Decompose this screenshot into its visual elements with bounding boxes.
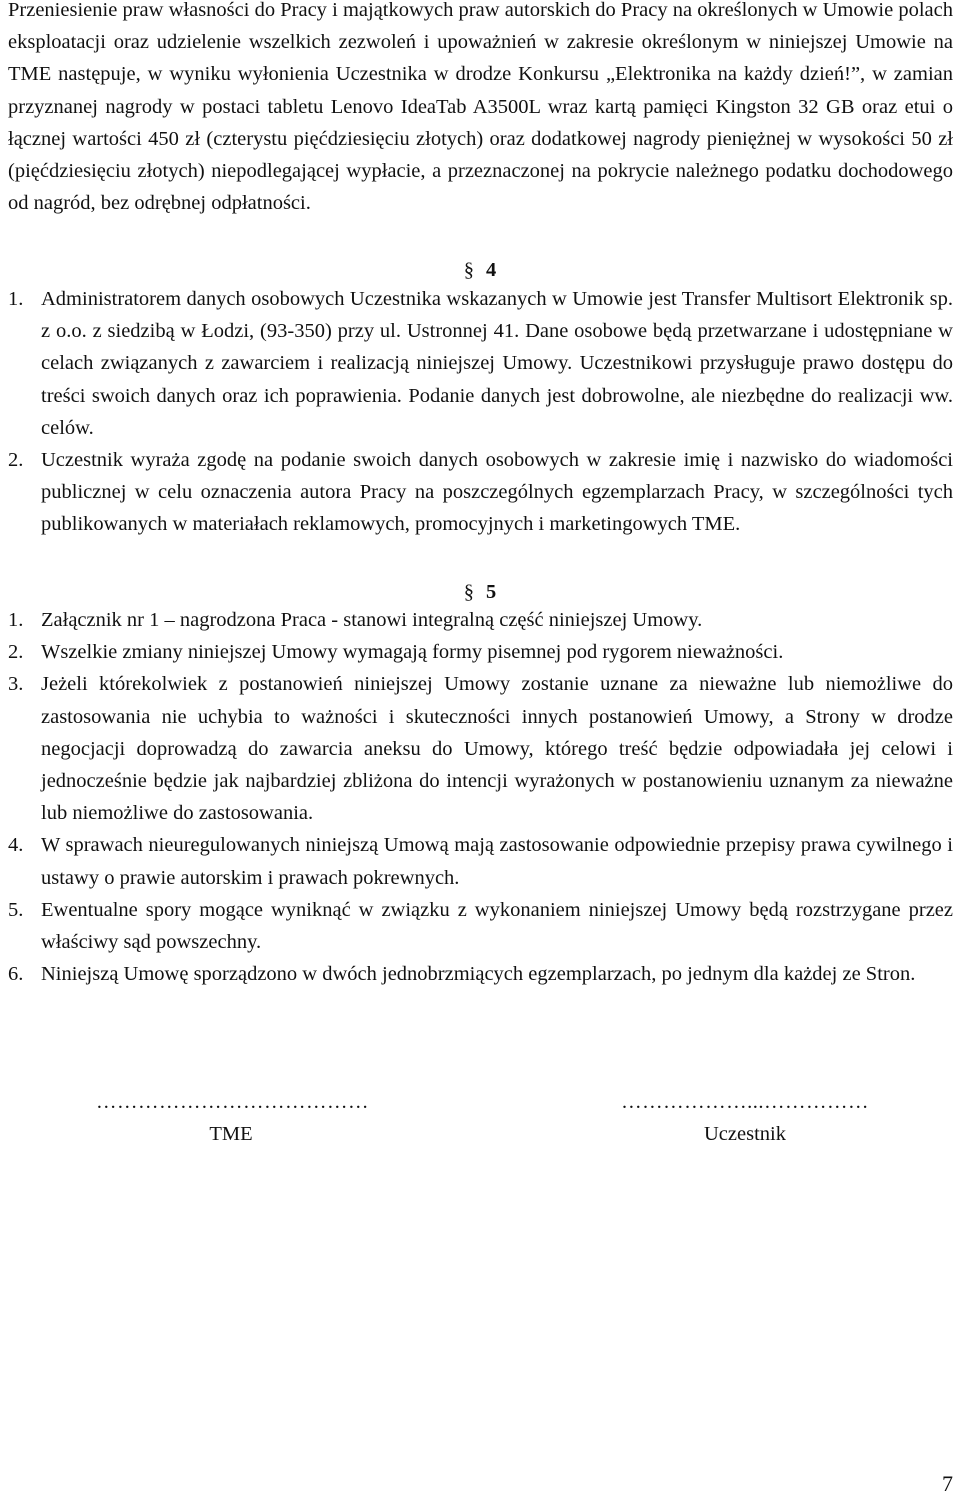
item-text: Załącznik nr 1 – nagrodzona Praca - stanowi integralną część niniejszej Umowy. (41, 609, 703, 631)
section-5-list (8, 604, 953, 990)
section-4-heading (0, 254, 960, 286)
signature-block-tme (96, 1086, 369, 1150)
item-text: Niniejszą Umowę sporządzono w dwóch jednobrzmiących egzemplarzach, po jednym dla każdej ze Stron. (41, 963, 916, 986)
section-number: 4 (486, 259, 497, 281)
signature-line: ………………………………… (96, 1091, 369, 1113)
item-number: 1. (8, 288, 24, 310)
signature-label: Uczestnik (704, 1123, 786, 1146)
section-number: 5 (486, 581, 497, 603)
item-number: 2. (8, 641, 24, 664)
item-number: 6. (8, 963, 24, 986)
list-item (8, 444, 953, 541)
list-item (8, 894, 953, 958)
item-number: 1. (8, 609, 24, 631)
item-number: 2. (8, 449, 24, 472)
list-item (8, 668, 953, 829)
item-text: Uczestnik wyraża zgodę na podanie swoich danych osobowych w zakresie imię i nazwisko do wiadomości publicznej w celu oznaczenia autora Pracy na poszczególnych egzemplarzach Pracy, w szczególności tych publikowanych w materiałach reklamowych, promocyjnych i marketingowych TME. (41, 449, 953, 536)
section-symbol: § (463, 259, 474, 281)
signature-block-participant (560, 1086, 930, 1150)
signature-line: ………………...…………… (621, 1091, 869, 1113)
list-item (8, 283, 953, 444)
item-number: 4. (8, 834, 24, 857)
list-item (8, 829, 953, 893)
list-item (8, 604, 953, 636)
list-item (8, 636, 953, 668)
page-number: 7 (942, 1471, 953, 1496)
item-text: Ewentualne spory mogące wyniknąć w związku z wykonaniem niniejszej Umowy będą rozstrzygane przez właściwy sąd powszechny. (41, 898, 953, 954)
item-text: Administratorem danych osobowych Uczestnika wskazanych w Umowie jest Transfer Multisort Elektronik sp. z o.o. z siedzibą w Łodzi, (93-350) przy ul. Ustronnej 41. Dane osobowe będą przetwarzane i udostępniane w celach związanych z zawarciem i realizacją niniejszej Umowy. Uczestnikowi przysługuje prawo dostępu do treści swoich danych oraz ich poprawienia. Podanie danych jest dobrowolne, ale niezbędne do realizacji ww. celów. (41, 288, 953, 439)
item-number: 3. (8, 673, 24, 696)
intro-paragraph: Przeniesienie praw własności do Pracy i majątkowych praw autorskich do Pracy na określonych w Umowie polach eksploatacji oraz udzielenie wszelkich zezwoleń i upoważnień w zakresie określonym w niniejszej Umowie na TME następuje, w wyniku wyłonienia Uczestnika w drodze Konkursu „Elektronika na każdy dzień!”, w zamian przyznanej nagrody w postaci tabletu Lenovo IdeaTab A3500L wraz kartą pamięci Kingston 32 GB oraz etui o łącznej wartości 450 zł (czterystu pięćdziesięciu złotych) oraz dodatkowej nagrody pieniężnej w wysokości 50 zł (pięćdziesięciu złotych) niepodlegającej wypłacie, a przeznaczonej na pokrycie należnego podatku dochodowego od nagród, bez odrębnej odpłatności. (8, 0, 953, 215)
item-text: Wszelkie zmiany niniejszej Umowy wymagają formy pisemnej pod rygorem nieważności. (41, 641, 784, 664)
list-item (8, 958, 953, 990)
section-4-list (8, 283, 953, 541)
item-text: W sprawach nieuregulowanych niniejszą Umową mają zastosowanie odpowiednie przepisy prawa cywilnego i ustawy o prawie autorskim i prawach pokrewnych. (41, 834, 953, 889)
item-text: Jeżeli którekolwiek z postanowień niniejszej Umowy zostanie uznane za nieważne lub niemożliwe do zastosowania nie uchybia to ważności i skuteczności innych postanowień Umowy, a Strony w drodze negocjacji doprowadzą do zawarcia aneksu do Umowy, którego treść będzie odpowiadała jej celowi i jednocześnie będzie jak najbardziej zbliżona do intencji wyrażonych w postanowieniu uznanym za nieważne lub niemożliwe do zastosowania. (41, 673, 953, 825)
section-symbol: § (463, 581, 474, 603)
item-number: 5. (8, 898, 24, 921)
signature-label: TME (209, 1123, 253, 1146)
